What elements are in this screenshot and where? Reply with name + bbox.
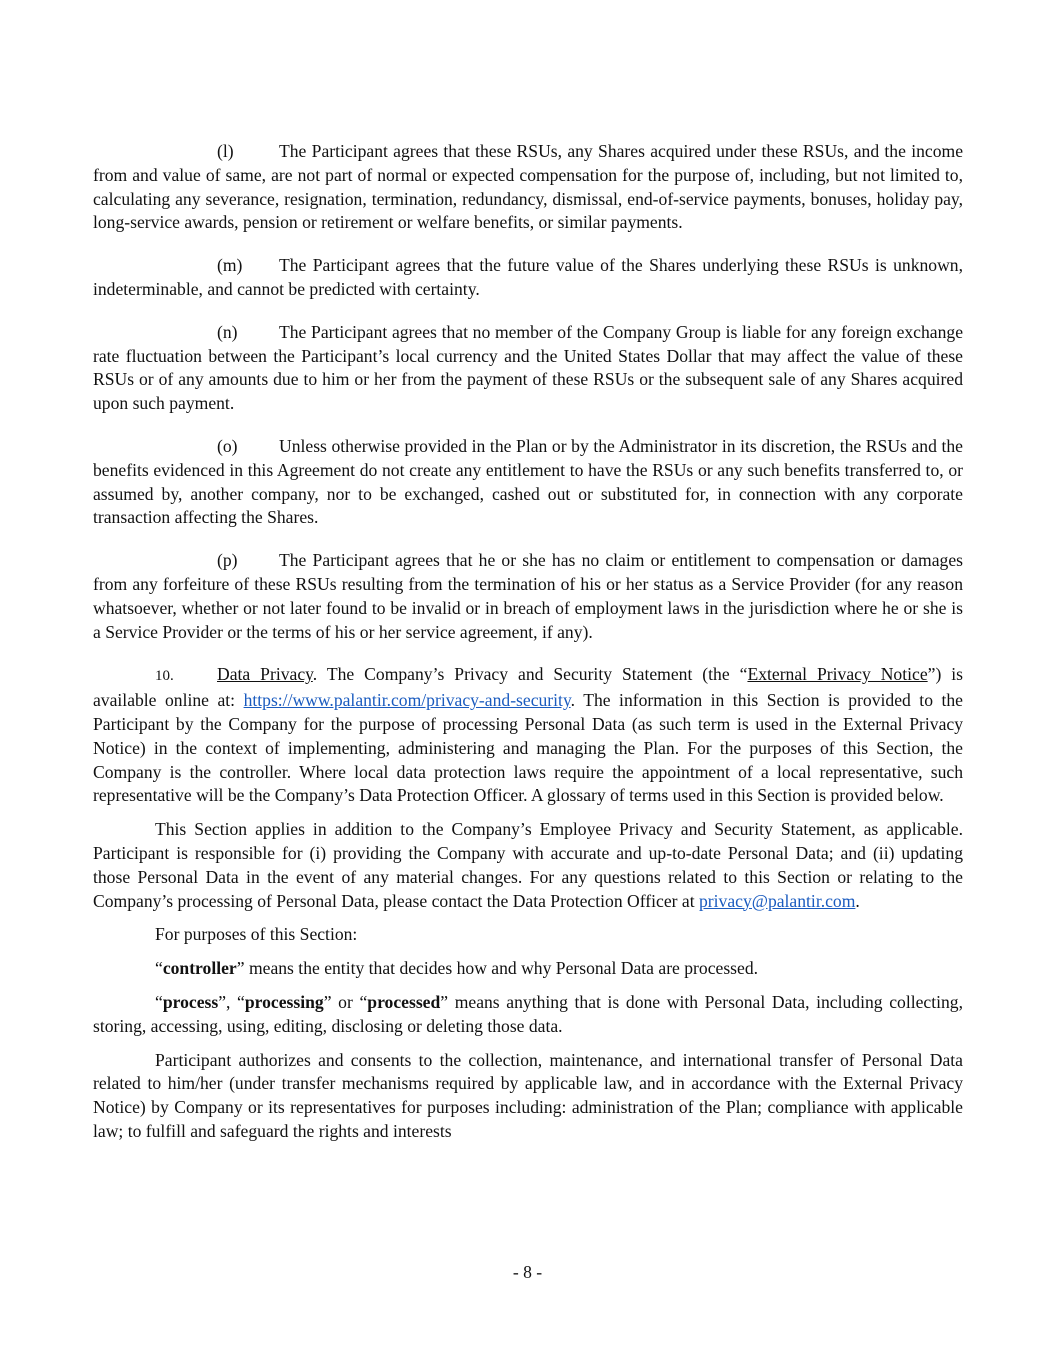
- privacy-security-link[interactable]: https://www.palantir.com/privacy-and-security: [243, 690, 571, 711]
- subclause-text: The Participant agrees that the future value of the Shares underlying these RSUs is unknown, indeterminable, and cannot be predicted with certainty.: [93, 255, 963, 299]
- paragraph-text: .: [855, 890, 860, 911]
- definition-text: ” means the entity that decides how and why Personal Data are processed.: [236, 958, 759, 979]
- quote-mark: ”, “: [218, 991, 245, 1012]
- subclause-l: [93, 140, 963, 235]
- defined-term: process: [162, 991, 219, 1012]
- subclause-o: [93, 435, 963, 530]
- definition-text: ” means anything that is done with Personal Data, including collecting, storing, accessing, using, editing, disclosing or deleting those data.: [93, 991, 963, 1036]
- subclause-n: [93, 321, 963, 416]
- defined-term: controller: [162, 958, 237, 979]
- defined-term: processing: [244, 991, 324, 1012]
- paragraph-applies: [93, 818, 963, 913]
- paragraph-text: This Section applies in addition to the Company’s Employee Privacy and Security Statement, as applicable. Participant is responsible for (i) providing the Company with accurate and up-to-date Personal Data; and (ii) updating those Personal Data in the event of any material changes. For any questions related to this Section or relating to the Company’s processing of Personal Data, please contact the Data Protection Officer at: [93, 819, 963, 911]
- paragraph-purposes: For purposes of this Section:: [155, 924, 358, 945]
- quote-mark: “: [155, 991, 163, 1012]
- page-number: - 8 -: [512, 1262, 543, 1282]
- subclause-label: (o): [217, 435, 238, 456]
- subclause-text: Unless otherwise provided in the Plan or by the Administrator in its discretion, the RSUs and the benefits evidenced in this Agreement do not create any entitlement to have the RSUs or any such benefits transferred to, or assumed by, another company, nor to be exchanged, cashed out or substituted for, in connection with any corporate transaction affecting the Shares.: [93, 435, 963, 528]
- subclause-text: The Participant agrees that no member of the Company Group is liable for any foreign exchange rate fluctuation between the Participant’s local currency and the United States Dollar that may affect the value of these RSUs or of any amounts due to him or her from the payment of these RSUs or the subsequent sale of any Shares acquired upon such payment.: [93, 321, 963, 414]
- section-text: . The information in this Section is provided to the Participant by the Company for the purpose of processing Personal Data (as such term is used in the External Privacy Notice) in the context of implementing, administering and managing the Plan. For the purposes of this Section, the Company is the controller. Where local data protection laws require the appointment of a local representative, such representative will be the Company’s Data Protection Officer. A glossary of terms used in this Section is provided below.: [93, 690, 963, 806]
- subclause-text: The Participant agrees that these RSUs, any Shares acquired under these RSUs, and the income from and value of same, are not part of normal or expected compensation for the purpose of, including, but not limited to, calculating any severance, resignation, termination, redundancy, dismissal, end-of-service payments, bonuses, holiday pay, long-service awards, pension or retirement or welfare benefits, or similar payments.: [93, 141, 963, 233]
- definition-process: [93, 991, 963, 1039]
- quote-mark: “: [155, 958, 163, 979]
- subclause-text: The Participant agrees that he or she has no claim or entitlement to compensation or damages from any forfeiture of these RSUs resulting from the termination of his or her status as a Service Provider (for any reason whatsoever, whether or not later found to be invalid or in breach of employment laws in the jurisdiction where he or she is a Service Provider or the terms of his or her service agreement, if any).: [93, 550, 963, 642]
- section-10-data-privacy: [93, 663, 963, 808]
- subclause-label: (p): [217, 550, 238, 571]
- section-text: . The Company’s Privacy and Security Statement (the “: [312, 664, 748, 685]
- section-heading: Data Privacy: [217, 664, 313, 685]
- paragraph-consent: Participant authorizes and consents to the collection, maintenance, and international transfer of Personal Data related to him/her (under transfer mechanisms required by applicable law, and in accordance with the External Privacy Notice) by Company or its representatives for purposes including: administration of the Plan; compliance with applicable law; to fulfill and safeguard the rights and interests: [93, 1049, 963, 1141]
- subclause-label: (l): [217, 141, 234, 161]
- section-text: ”) is available online at:: [93, 664, 964, 711]
- external-privacy-notice-term: External Privacy Notice: [747, 664, 928, 685]
- subclause-p: [93, 549, 963, 644]
- subclause-label: (m): [217, 255, 243, 276]
- subclause-m: [93, 254, 963, 302]
- privacy-email-link[interactable]: privacy@palantir.com: [698, 890, 856, 911]
- definition-controller: [93, 957, 963, 981]
- document-page: [93, 140, 963, 1154]
- quote-mark: ” or “: [323, 991, 368, 1012]
- subclause-label: (n): [217, 321, 238, 342]
- defined-term: processed: [367, 991, 441, 1012]
- section-number: 10.: [155, 668, 174, 685]
